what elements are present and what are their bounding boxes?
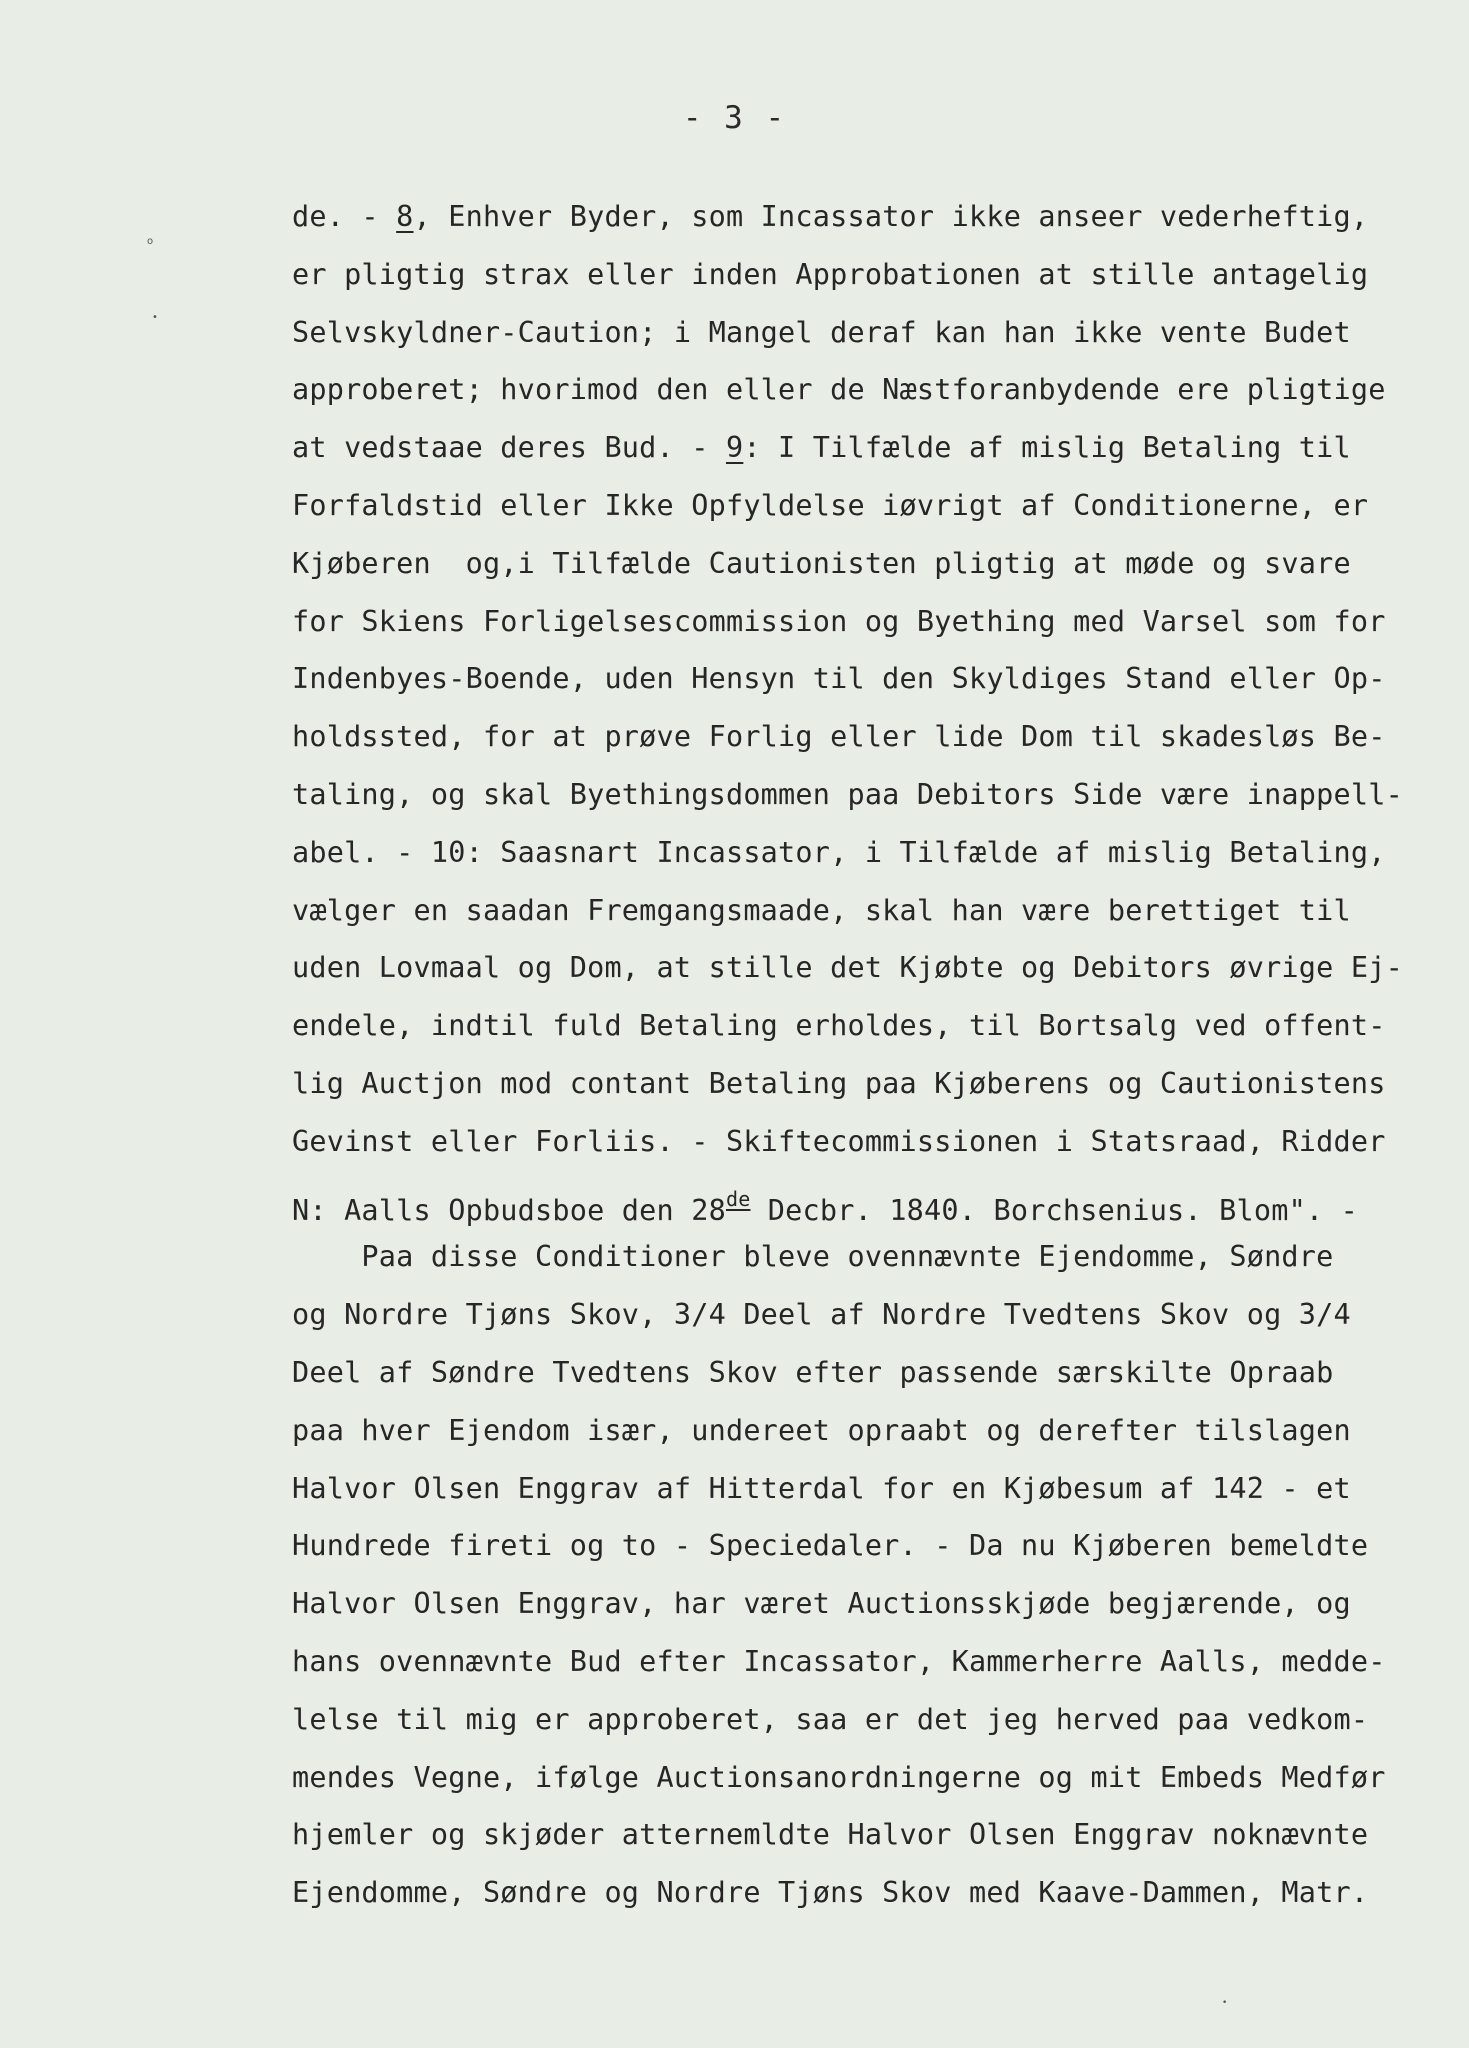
- text-line: taling, og skal Byethingsdommen paa Debitors Side være inappell-: [292, 777, 1403, 811]
- document-body: [292, 188, 1422, 1922]
- text-line: Indenbyes-Boende, uden Hensyn til den Skyldiges Stand eller Op-: [292, 662, 1386, 696]
- text-segment: Decbr. 1840. Borchsenius. Blom". -: [750, 1193, 1358, 1227]
- text-line: Deel af Søndre Tvedtens Skov efter passende særskilte Opraab: [292, 1355, 1334, 1389]
- page-number: - 3 -: [682, 100, 787, 136]
- text-line: hans ovennævnte Bud efter Incassator, Kammerherre Aalls, medde-: [292, 1644, 1386, 1678]
- text-line: Paa disse Conditioner bleve ovennævnte Ejendomme, Søndre: [292, 1240, 1334, 1274]
- margin-mark: •: [1222, 1998, 1228, 2008]
- margin-mark: •: [152, 312, 158, 323]
- text-line: mendes Vegne, ifølge Auctionsanordningerne og mit Embeds Medfør: [292, 1760, 1386, 1794]
- text-line: Kjøberen og,i Tilfælde Cautionisten pligtig at møde og svare: [292, 546, 1351, 580]
- text-line: Hundrede fireti og to - Speciedaler. - Da nu Kjøberen bemeldte: [292, 1529, 1369, 1563]
- underlined-number: 9: [725, 431, 744, 465]
- text-line: approberet; hvorimod den eller de Næstforanbydende ere pligtige: [292, 373, 1386, 407]
- superscript: de: [725, 1186, 751, 1211]
- text-line: Ejendomme, Søndre og Nordre Tjøns Skov med Kaave-Dammen, Matr.: [292, 1876, 1369, 1910]
- text-line: vælger en saadan Fremgangsmaade, skal han være berettiget til: [292, 893, 1351, 927]
- text-segment: at vedstaae deres Bud. -: [292, 431, 726, 465]
- text-line: er pligtig strax eller inden Approbationen at stille antagelig: [292, 257, 1369, 291]
- margin-mark: o: [147, 236, 154, 247]
- text-line: Halvor Olsen Enggrav, har været Auctionsskjøde begjærende, og: [292, 1587, 1351, 1621]
- text-line: Gevinst eller Forliis. - Skiftecommissionen i Statsraad, Ridder: [292, 1124, 1386, 1158]
- text-line: Halvor Olsen Enggrav af Hitterdal for en Kjøbesum af 142 - et: [292, 1471, 1351, 1505]
- text-line: hjemler og skjøder atternemldte Halvor Olsen Enggrav noknævnte: [292, 1818, 1369, 1852]
- text-line: abel. - 10: Saasnart Incassator, i Tilfælde af mislig Betaling,: [292, 835, 1386, 869]
- underlined-number: 8: [396, 200, 414, 233]
- text-line: paa hver Ejendom især, undereet opraabt og derefter tilslagen: [292, 1413, 1351, 1447]
- text-line: og Nordre Tjøns Skov, 3/4 Deel af Nordre Tvedtens Skov og 3/4: [292, 1298, 1351, 1332]
- text-segment: : I Tilfælde af mislig Betaling til: [743, 431, 1351, 465]
- text-line: uden Lovmaal og Dom, at stille det Kjøbte og Debitors øvrige Ej-: [292, 951, 1403, 985]
- text-line: for Skiens Forligelsescommission og Byething med Varsel som for: [292, 604, 1386, 638]
- text-line: lig Auctjon mod contant Betaling paa Kjøberens og Cautionistens: [292, 1066, 1386, 1100]
- text-segment: , Enhver Byder, som Incassator ikke anseer vederheftig,: [413, 200, 1369, 233]
- text-line: [292, 188, 1422, 246]
- text-segment: de. -: [292, 200, 397, 233]
- text-segment: N: Aalls Opbudsboe den 28: [292, 1193, 726, 1227]
- text-line: Forfaldstid eller Ikke Opfyldelse iøvrigt af Conditionerne, er: [292, 488, 1369, 522]
- text-line: lelse til mig er approberet, saa er det jeg herved paa vedkom-: [292, 1702, 1369, 1736]
- text-line: endele, indtil fuld Betaling erholdes, til Bortsalg ved offent-: [292, 1009, 1386, 1043]
- text-line: [292, 1171, 1422, 1229]
- text-line: Selvskyldner-Caution; i Mangel deraf kan han ikke vente Budet: [292, 315, 1351, 349]
- text-line: [292, 419, 1422, 477]
- text-line: holdssted, for at prøve Forlig eller lide Dom til skadesløs Be-: [292, 720, 1386, 754]
